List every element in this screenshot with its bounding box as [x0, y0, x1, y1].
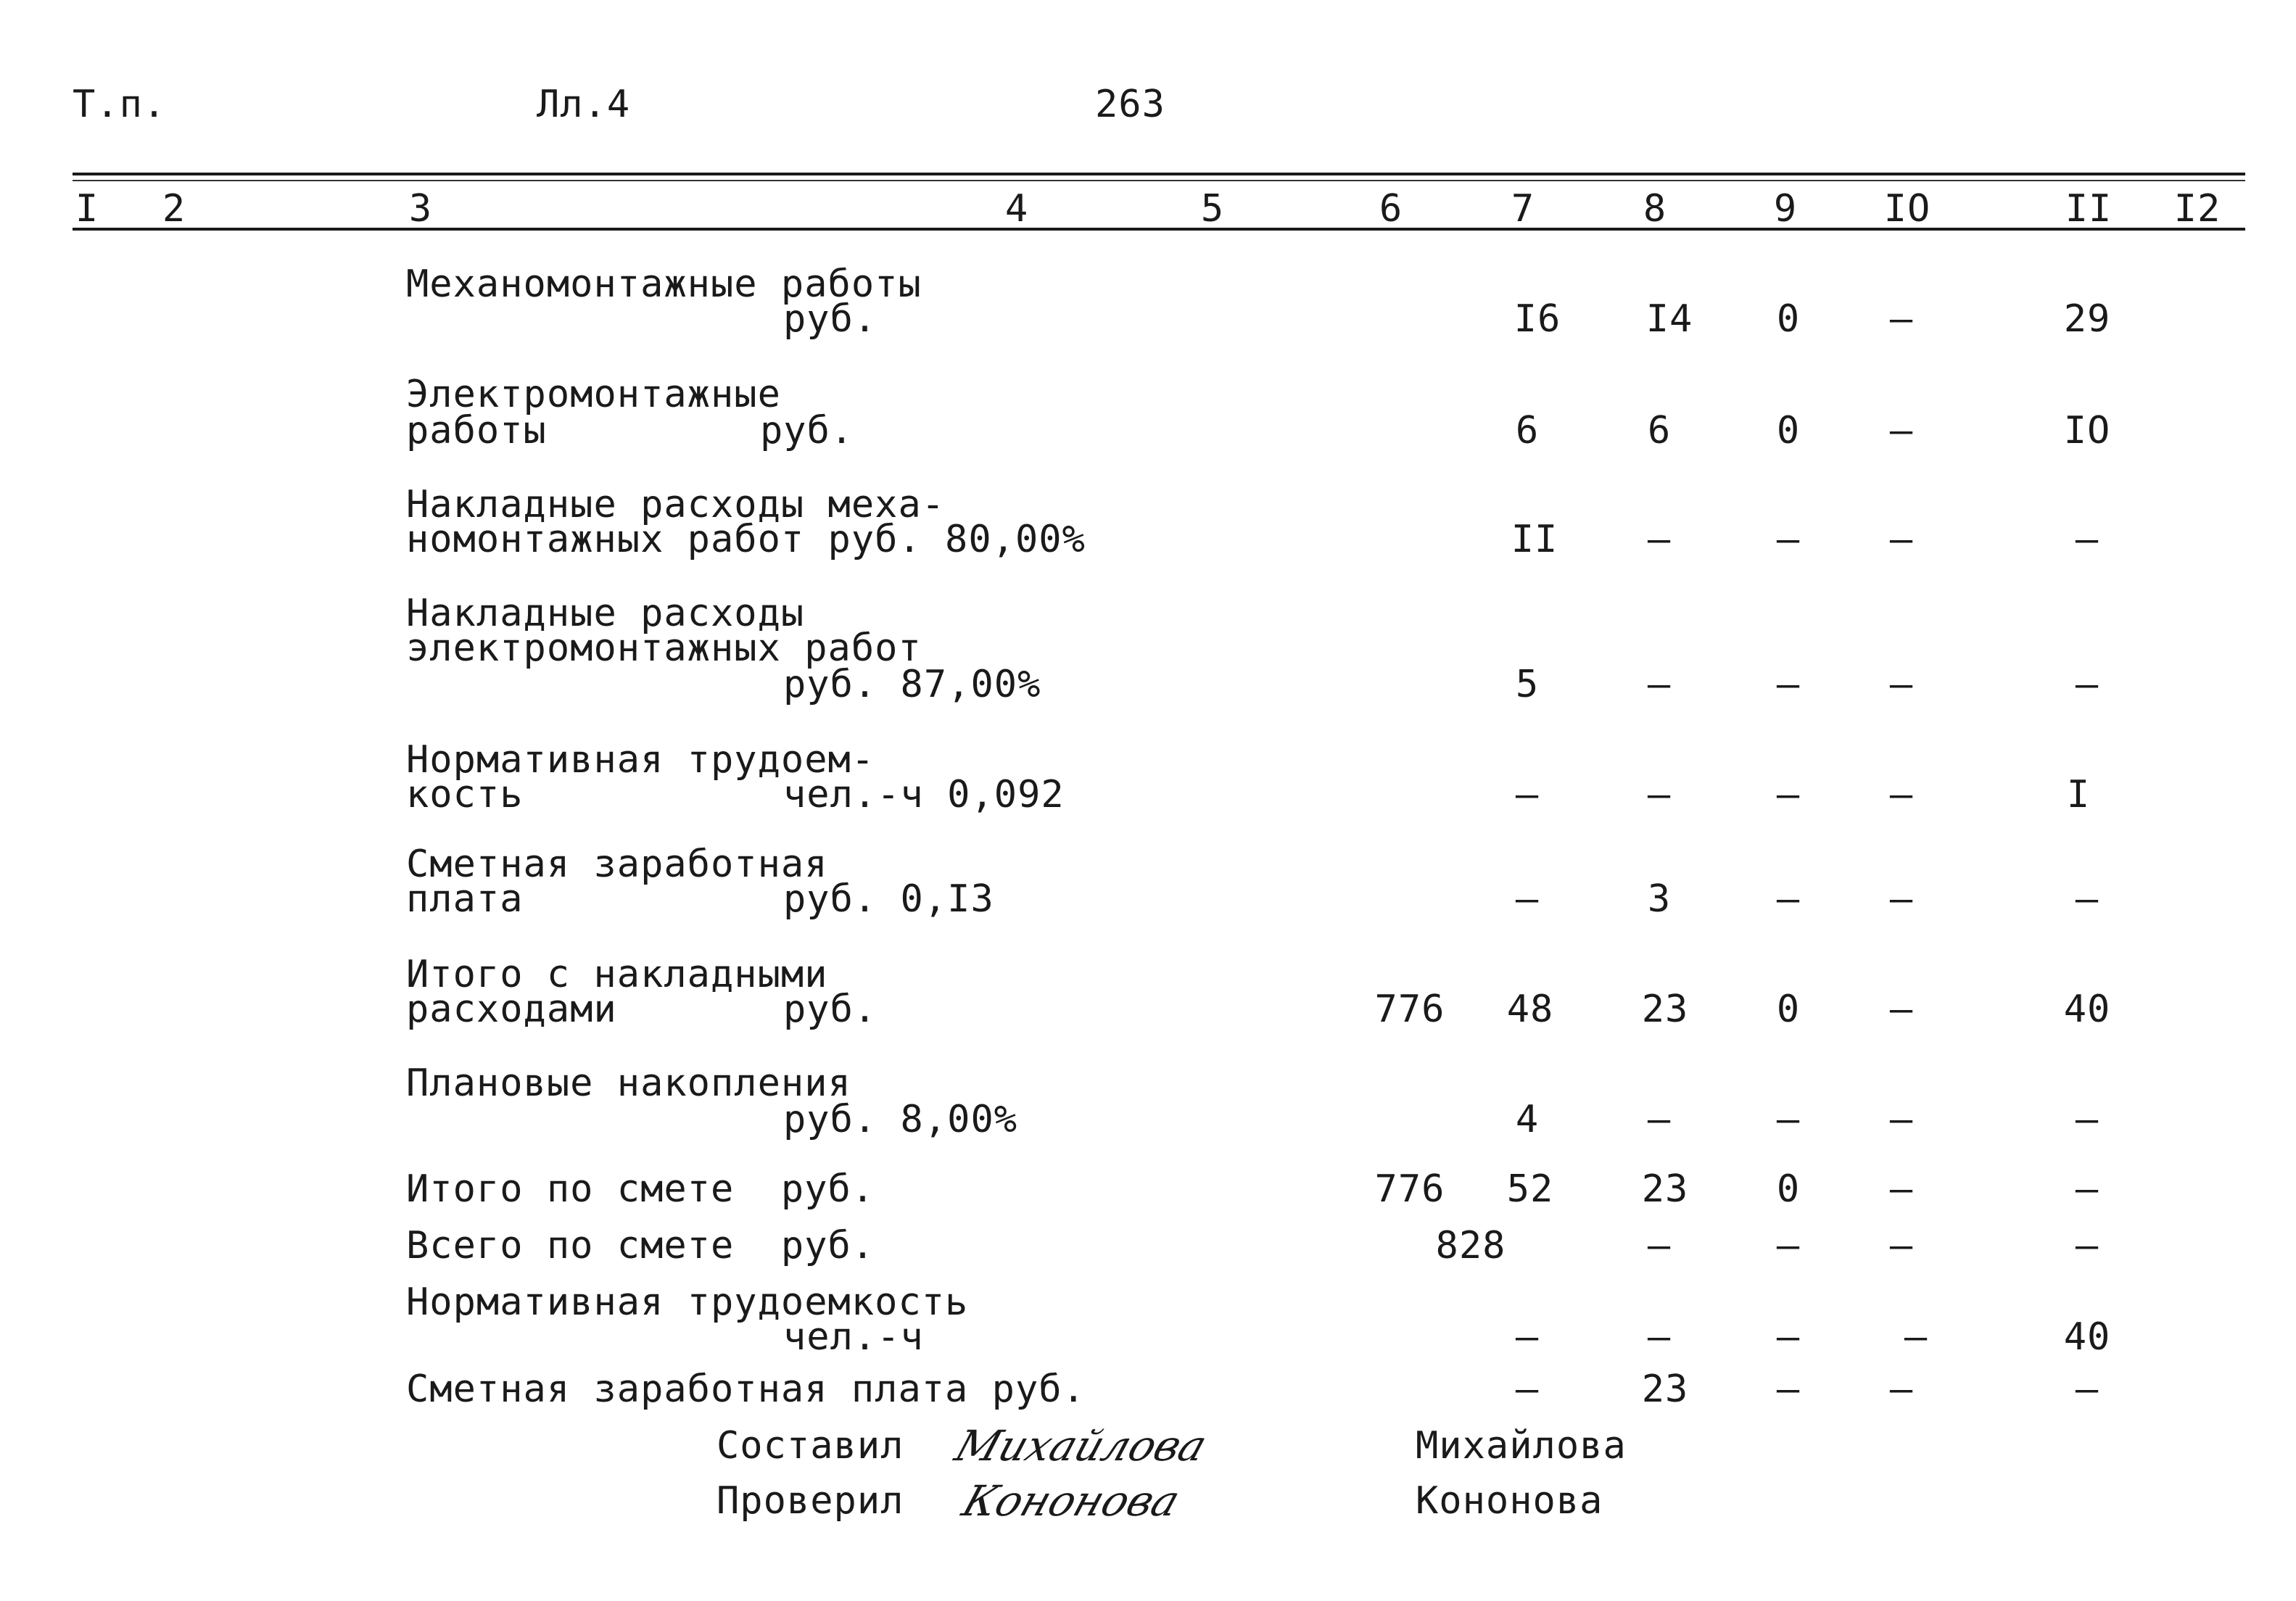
row-label-line1: Электромонтажные: [406, 373, 781, 416]
cell-col7: 4: [1515, 1098, 1540, 1141]
col-header-5: 5: [1200, 187, 1225, 231]
cell-col6: 776: [1374, 988, 1445, 1031]
cell-col10: –: [1889, 518, 1914, 561]
cell-col10: –: [1889, 297, 1914, 341]
cell-col11: 40: [2063, 1315, 2111, 1359]
row-label-line2: электромонтажных работ: [406, 626, 922, 670]
cell-col10: –: [1889, 409, 1914, 452]
cell-col8: –: [1647, 1098, 1672, 1141]
row-label-line1: Сметная заработная: [406, 843, 828, 886]
cell-col7: –: [1515, 773, 1540, 816]
checked-by-signature: Кононова: [956, 1476, 1186, 1526]
cell-col7: 6: [1515, 409, 1540, 452]
cell-col9: –: [1776, 1315, 1801, 1359]
row-label-line1: Итого по смете руб.: [406, 1167, 875, 1211]
cell-col7: 48: [1506, 988, 1554, 1031]
col-header-9: 9: [1773, 187, 1798, 231]
col-header-1: I: [75, 187, 99, 231]
table-top-rule: [73, 173, 2245, 175]
col-header-2: 2: [162, 187, 186, 231]
cell-col8: 23: [1641, 988, 1689, 1031]
cell-col8: –: [1647, 663, 1672, 706]
compiled-by-name: Михайлова: [1416, 1424, 1627, 1468]
col-header-6: 6: [1379, 187, 1403, 231]
compiled-by-label: Составил: [717, 1424, 904, 1468]
row-label-line1: Накладные расходы меха-: [406, 483, 946, 526]
cell-col6-7-total: 828: [1435, 1224, 1506, 1267]
row-label-line1: Всего по смете руб.: [406, 1224, 875, 1267]
cell-col9: 0: [1776, 1167, 1801, 1211]
cell-col7: II: [1511, 518, 1558, 561]
cell-col9: –: [1776, 663, 1801, 706]
cell-col10: –: [1889, 1098, 1914, 1141]
col-header-10: IO: [1883, 187, 1931, 231]
row-label-line2: руб. 8,00%: [783, 1098, 1018, 1141]
row-label-unit: чел.-ч 0,092: [783, 773, 1065, 816]
cell-col8: –: [1647, 1224, 1672, 1267]
cell-col9: –: [1776, 1098, 1801, 1141]
row-label-unit: руб.: [760, 409, 854, 452]
cell-col8: 6: [1647, 409, 1672, 452]
cell-col8: –: [1647, 518, 1672, 561]
cell-col11: 29: [2063, 297, 2111, 341]
row-label-line2: руб.: [783, 297, 877, 341]
cell-col7: 52: [1506, 1167, 1554, 1211]
row-label-line2: плата: [406, 877, 524, 921]
row-label-line1: Накладные расходы: [406, 592, 805, 635]
cell-col11: –: [2075, 663, 2099, 706]
row-label-line2: номонтажных работ руб. 80,00%: [406, 518, 1086, 561]
col-header-11: II: [2065, 187, 2113, 231]
cell-col11: –: [2075, 1368, 2099, 1411]
cell-col11: IO: [2063, 409, 2111, 452]
cell-col7: –: [1515, 1315, 1540, 1359]
cell-col8: 23: [1641, 1167, 1689, 1211]
cell-col8: –: [1647, 773, 1672, 816]
cell-col10: –: [1889, 877, 1914, 921]
doc-type: Т.п.: [73, 83, 167, 126]
cell-col11: I: [2066, 773, 2091, 816]
cell-col7: –: [1515, 877, 1540, 921]
cell-col8: –: [1647, 1315, 1672, 1359]
cell-col8: 3: [1647, 877, 1672, 921]
cell-col10: –: [1904, 1315, 1928, 1359]
row-label-line1: Нормативная трудоем-: [406, 738, 875, 782]
cell-col6: 776: [1374, 1167, 1445, 1211]
sheet-number: Лл.4: [537, 83, 631, 126]
row-label-line1: Механомонтажные работы: [406, 262, 922, 306]
compiled-by-signature: Михайлова: [949, 1421, 1213, 1470]
cell-col9: –: [1776, 518, 1801, 561]
page-number: 263: [1095, 83, 1165, 126]
cell-col11: –: [2075, 1167, 2099, 1211]
row-label-unit: руб. 0,I3: [783, 877, 994, 921]
cell-col9: 0: [1776, 988, 1801, 1031]
cell-col11: –: [2075, 1224, 2099, 1267]
cell-col10: –: [1889, 773, 1914, 816]
cell-col9: 0: [1776, 297, 1801, 341]
cell-col11: –: [2075, 877, 2099, 921]
cell-col10: –: [1889, 1167, 1914, 1211]
row-label-line1: Итого с накладными: [406, 953, 828, 996]
cell-col7: –: [1515, 1368, 1540, 1411]
cell-col10: –: [1889, 1368, 1914, 1411]
cell-col10: –: [1889, 663, 1914, 706]
cell-col9: 0: [1776, 409, 1801, 452]
cell-col8: 23: [1641, 1368, 1689, 1411]
col-header-7: 7: [1511, 187, 1535, 231]
cell-col11: 40: [2063, 988, 2111, 1031]
col-header-12: I2: [2173, 187, 2221, 231]
row-label-line2: кость: [406, 773, 524, 816]
cell-col9: –: [1776, 877, 1801, 921]
table-top-rule-inner: [73, 180, 2245, 181]
cell-col8: I4: [1645, 297, 1693, 341]
col-header-3: 3: [408, 187, 433, 231]
row-label-line2: чел.-ч: [783, 1315, 924, 1359]
row-label-unit: руб.: [783, 988, 877, 1031]
cell-col10: –: [1889, 1224, 1914, 1267]
cell-col11: –: [2075, 518, 2099, 561]
cell-col11: –: [2075, 1098, 2099, 1141]
cell-col10: –: [1889, 988, 1914, 1031]
cell-col7: I6: [1514, 297, 1561, 341]
row-label-line2: расходами: [406, 988, 617, 1031]
checked-by-label: Проверил: [717, 1479, 904, 1523]
row-label-line1: Плановые накопления: [406, 1062, 851, 1105]
row-label-line2: работы: [406, 409, 547, 452]
cell-col9: –: [1776, 1224, 1801, 1267]
cell-col9: –: [1776, 1368, 1801, 1411]
row-label-line1: Сметная заработная плата руб.: [406, 1368, 1086, 1411]
cell-col7: 5: [1515, 663, 1540, 706]
col-header-4: 4: [1004, 187, 1029, 231]
cell-col9: –: [1776, 773, 1801, 816]
row-label-line1: Нормативная трудоемкость: [406, 1281, 969, 1324]
row-label-line3: руб. 87,00%: [783, 663, 1041, 706]
checked-by-name: Кононова: [1416, 1479, 1603, 1523]
col-header-8: 8: [1643, 187, 1667, 231]
